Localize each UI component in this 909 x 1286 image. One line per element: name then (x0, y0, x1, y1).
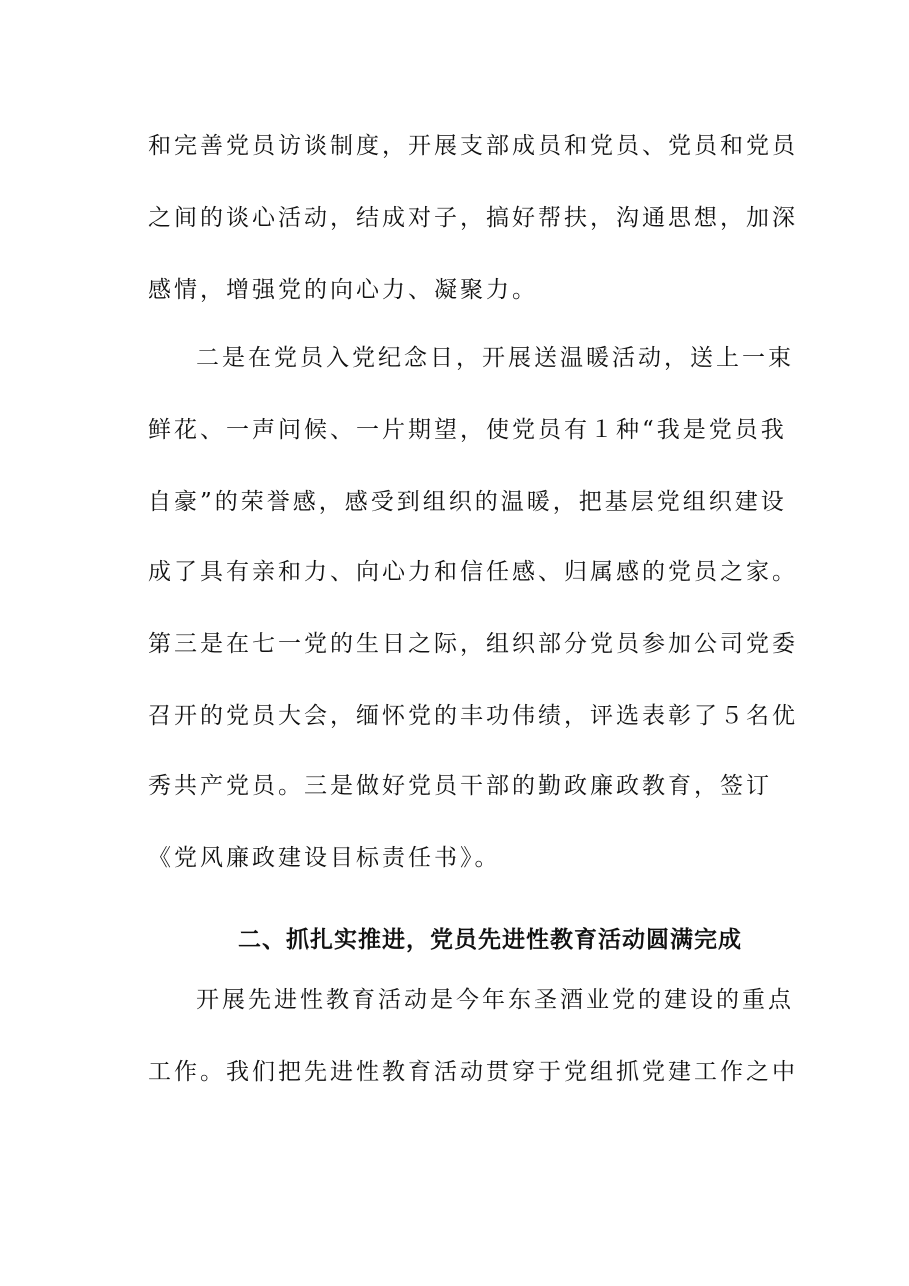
paragraph-line: 自豪”的荣誉感，感受到组织的温暖，把基层党组织建设 (148, 489, 787, 515)
paragraph-line: 秀共产党员。三是做好党员干部的勤政廉政教育，签订 (148, 773, 772, 799)
paragraph-line: 开展先进性教育活动是今年东圣酒业党的建设的重点 (196, 987, 794, 1013)
paragraph-line: 和完善党员访谈制度，开展支部成员和党员、党员和党员 (148, 133, 798, 159)
paragraph-line: 感情，增强党的向心力、凝聚力。 (148, 277, 538, 303)
paragraph-line: 工作。我们把先进性教育活动贯穿于党组抓党建工作之中 (148, 1059, 798, 1085)
paragraph-line: 第三是在七一党的生日之际，组织部分党员参加公司党委 (148, 631, 798, 657)
section-heading: 二、抓扎实推进，党员先进性教育活动圆满完成 (238, 926, 742, 953)
paragraph-line: 成了具有亲和力、向心力和信任感、归属感的党员之家。 (148, 559, 798, 585)
paragraph-line: 二是在党员入党纪念日，开展送温暖活动，送上一束 (196, 345, 794, 371)
paragraph-line: 召开的党员大会，缅怀党的丰功伟绩，评选表彰了５名优 (148, 703, 798, 729)
paragraph-line: 《党风廉政建设目标责任书》。 (148, 845, 501, 871)
paragraph-line: 之间的谈心活动，结成对子，搞好帮扶，沟通思想，加深 (148, 205, 798, 231)
paragraph-line: 鲜花、一声问候、一片期望，使党员有１种“我是党员我 (148, 417, 787, 443)
